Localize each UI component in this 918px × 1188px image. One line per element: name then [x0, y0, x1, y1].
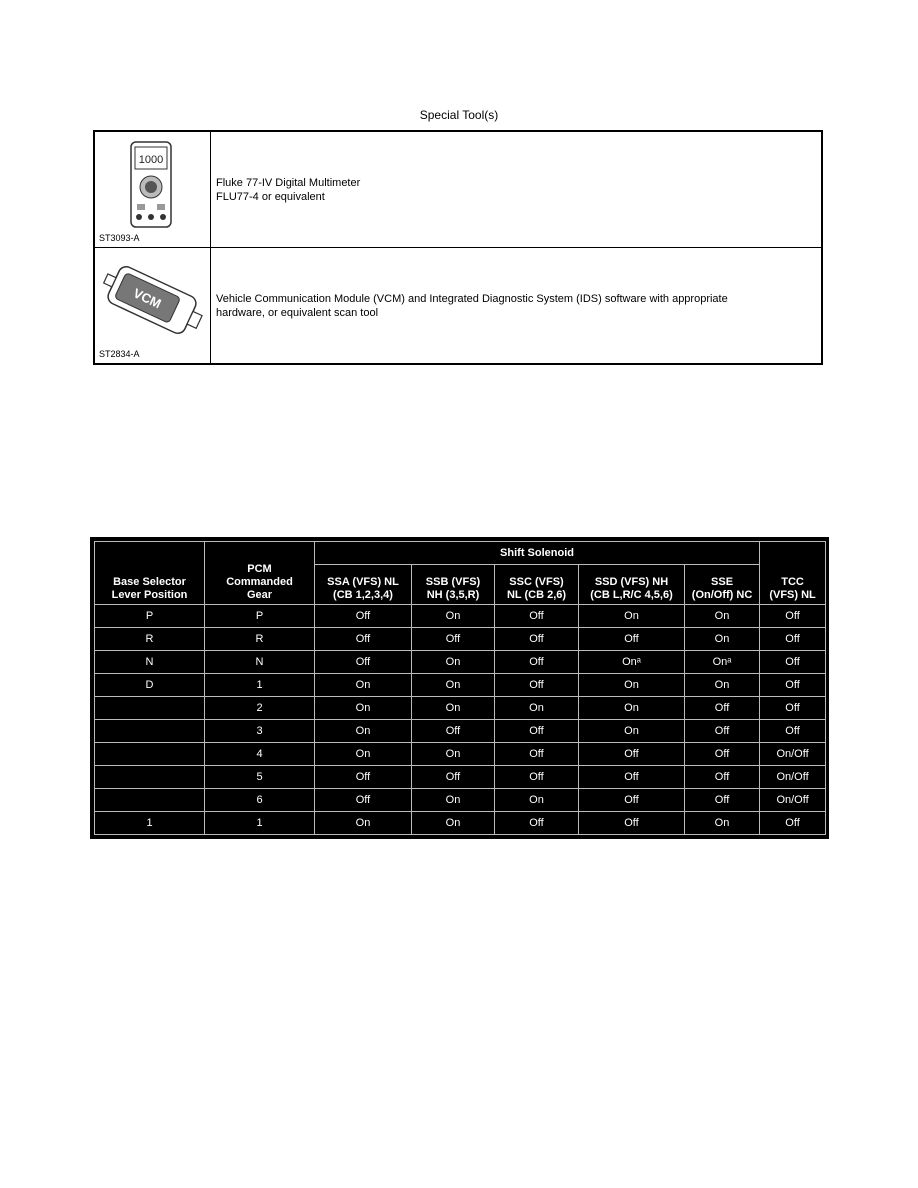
tool-description: [211, 132, 821, 247]
table-cell: Onᵃ: [579, 651, 685, 674]
table-cell: Off: [685, 697, 760, 720]
table-cell: On/Off: [760, 743, 826, 766]
table-row: [95, 743, 826, 766]
table-cell: On: [579, 605, 685, 628]
header-line: SSC (VFS): [509, 576, 564, 588]
header-line: SSE: [711, 576, 734, 588]
tool-description: [211, 248, 821, 363]
header-line: PCM: [247, 563, 272, 575]
table-cell: 1: [205, 674, 315, 697]
table-cell: Off: [760, 628, 826, 651]
table-cell: Off: [760, 674, 826, 697]
table-cell: Off: [315, 766, 412, 789]
table-cell: Off: [495, 674, 579, 697]
header-line: NL (CB 2,6): [506, 589, 567, 601]
table-cell: 4: [205, 743, 315, 766]
table-cell: Off: [315, 789, 412, 812]
table-cell: Off: [315, 628, 412, 651]
header-line: NH (3,5,R): [426, 589, 480, 601]
vcm-module-icon: [95, 248, 210, 363]
table-cell: Off: [495, 812, 579, 835]
table-cell: Off: [495, 651, 579, 674]
table-cell: On: [579, 674, 685, 697]
table-cell: Off: [760, 651, 826, 674]
table-cell: On: [579, 720, 685, 743]
table-cell: On: [495, 697, 579, 720]
table-cell: Off: [412, 766, 495, 789]
header-line: SSD (VFS) NH: [594, 576, 669, 588]
special-tools-table: [93, 130, 823, 365]
table-cell: 2: [205, 697, 315, 720]
table-cell: Off: [495, 605, 579, 628]
table-cell: On: [685, 812, 760, 835]
tool-image-cell: [95, 132, 211, 247]
header-line: (CB 1,2,3,4): [333, 589, 393, 601]
table-cell: Off: [685, 743, 760, 766]
header-line: TCC: [781, 576, 804, 588]
table-cell: D: [95, 674, 205, 697]
table-cell: R: [95, 628, 205, 651]
header-line: SSA (VFS) NL: [327, 576, 399, 588]
table-cell: On: [412, 789, 495, 812]
table-cell: On/Off: [760, 789, 826, 812]
table-cell: On/Off: [760, 766, 826, 789]
table-row: [95, 628, 826, 651]
table-cell: Off: [579, 812, 685, 835]
table-cell: Onᵃ: [685, 651, 760, 674]
table-cell: Off: [412, 720, 495, 743]
table-cell: On: [412, 651, 495, 674]
table-row: [95, 720, 826, 743]
table-row: [95, 697, 826, 720]
header-line: Lever Position: [111, 589, 188, 601]
table-cell: Off: [579, 743, 685, 766]
tool-code: ST3093-A: [99, 233, 140, 243]
table-cell: 1: [95, 812, 205, 835]
header-line: (On/Off) NC: [691, 589, 753, 601]
tool-description-line: FLU77-4 or equivalent: [216, 190, 325, 203]
table-cell: On: [412, 674, 495, 697]
table-cell: On: [315, 812, 412, 835]
table-row: [95, 789, 826, 812]
table-cell: 1: [205, 812, 315, 835]
table-cell: On: [412, 697, 495, 720]
table-cell: Off: [579, 628, 685, 651]
header-tcc: [760, 542, 826, 605]
table-cell: Off: [412, 628, 495, 651]
tool-description-line: Vehicle Communication Module (VCM) and Integrated Diagnostic System (IDS) software with appropriate: [216, 292, 728, 305]
table-cell: Off: [495, 743, 579, 766]
header-line: (VFS) NL: [769, 589, 816, 601]
table-cell: On: [495, 789, 579, 812]
shift-solenoid-table: [90, 537, 829, 839]
table-cell: P: [205, 605, 315, 628]
table-cell: On: [315, 674, 412, 697]
table-cell: Off: [685, 766, 760, 789]
table-cell: On: [685, 605, 760, 628]
table-cell: [95, 697, 205, 720]
table-cell: Off: [495, 628, 579, 651]
table-row: [95, 605, 826, 628]
table-cell: On: [412, 743, 495, 766]
multimeter-icon: [95, 132, 210, 247]
table-cell: Off: [685, 720, 760, 743]
table-cell: Off: [760, 605, 826, 628]
tool-description-line: hardware, or equivalent scan tool: [216, 306, 379, 319]
table-cell: On: [412, 812, 495, 835]
table-cell: Off: [315, 605, 412, 628]
header-line: Gear: [246, 589, 273, 601]
table-cell: Off: [495, 720, 579, 743]
tool-image-cell: [95, 248, 211, 363]
table-cell: [95, 789, 205, 812]
header-base-selector: [95, 542, 205, 605]
table-row: [95, 651, 826, 674]
table-cell: On: [685, 628, 760, 651]
header-ssa: [315, 565, 412, 605]
header-line: Commanded: [226, 576, 293, 588]
tool-row-multimeter: [95, 132, 821, 247]
table-cell: 5: [205, 766, 315, 789]
table-cell: N: [205, 651, 315, 674]
table-cell: Off: [315, 651, 412, 674]
table-cell: Off: [685, 789, 760, 812]
table-cell: On: [685, 674, 760, 697]
table-cell: 6: [205, 789, 315, 812]
table-row: [95, 674, 826, 697]
table-cell: On: [412, 605, 495, 628]
table-cell: R: [205, 628, 315, 651]
table-row: [95, 812, 826, 835]
header-line: (CB L,R/C 4,5,6): [590, 589, 673, 601]
table-cell: [95, 766, 205, 789]
tool-row-vcm: [95, 247, 821, 363]
header-sse: [685, 565, 760, 605]
header-line: Base Selector: [113, 576, 186, 588]
table-cell: Off: [495, 766, 579, 789]
header-pcm-gear: [205, 542, 315, 605]
table-cell: N: [95, 651, 205, 674]
header-line: SSB (VFS): [425, 576, 481, 588]
table-cell: On: [315, 697, 412, 720]
table-cell: Off: [760, 720, 826, 743]
table-cell: On: [579, 697, 685, 720]
header-ssb: [412, 565, 495, 605]
svg-text:1000: 1000: [138, 154, 164, 166]
table-cell: 3: [205, 720, 315, 743]
table-cell: Off: [579, 789, 685, 812]
table-cell: Off: [579, 766, 685, 789]
table-cell: On: [315, 720, 412, 743]
table-row: [95, 766, 826, 789]
header-shift-solenoid: Shift Solenoid: [315, 542, 760, 565]
table-cell: [95, 743, 205, 766]
special-tools-caption: Special Tool(s): [419, 108, 499, 122]
table-cell: On: [315, 743, 412, 766]
tool-code: ST2834-A: [99, 349, 140, 359]
table-cell: Off: [760, 812, 826, 835]
table-cell: [95, 720, 205, 743]
header-ssd: [579, 565, 685, 605]
tool-description-line: Fluke 77-IV Digital Multimeter: [216, 176, 361, 189]
table-cell: Off: [760, 697, 826, 720]
table-cell: P: [95, 605, 205, 628]
svg-text:VCM: VCM: [130, 285, 164, 312]
header-ssc: [495, 565, 579, 605]
